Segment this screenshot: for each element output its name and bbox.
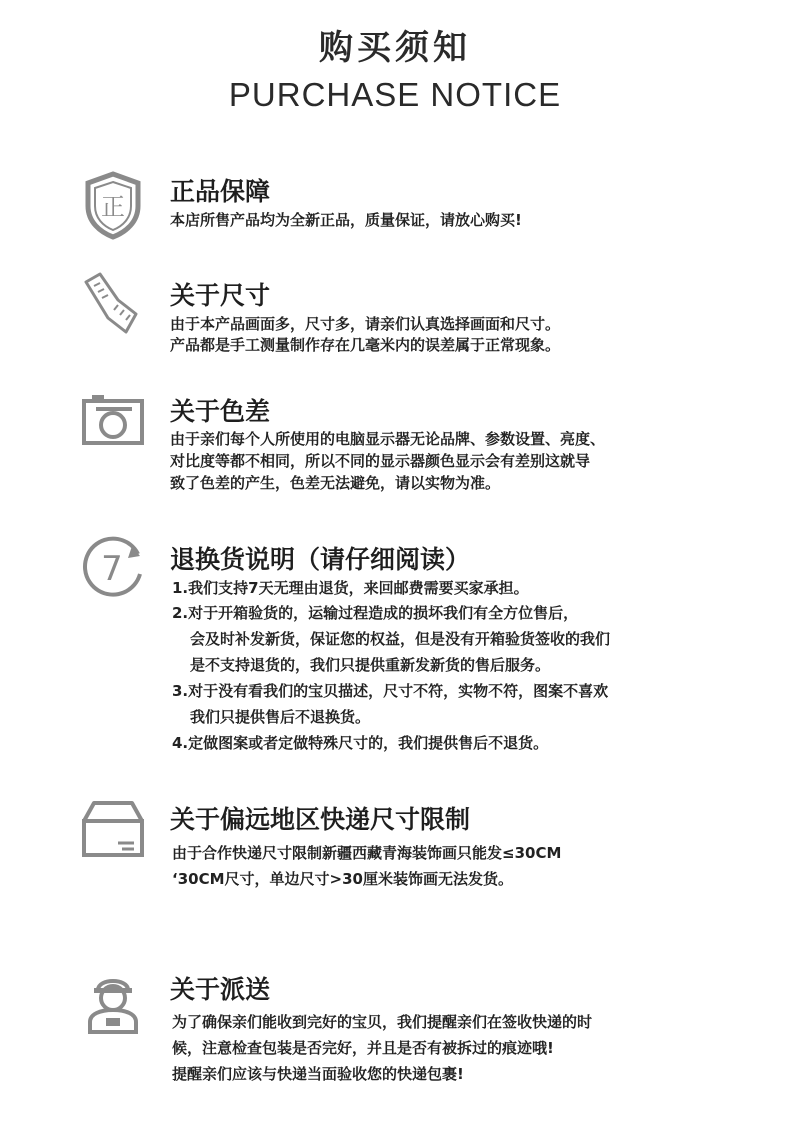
section-text: 会及时补发新货，保证您的权益，但是没有开箱验货签收的我们 — [190, 630, 611, 648]
section-text: 致了色差的产生，色差无法避免，请以实物为准。 — [170, 474, 501, 492]
section-text: 4.定做图案或者定做特殊尺寸的，我们提供售后不退货。 — [172, 734, 549, 752]
section-text: ‘30CM尺寸，单边尺寸>30厘米装饰画无法发货。 — [172, 870, 513, 888]
shield-zheng-icon — [78, 170, 148, 240]
section-text: 我们只提供售后不退换货。 — [190, 708, 371, 726]
section-text: 对比度等都不相同，所以不同的显示器颜色显示会有差别这就导 — [170, 452, 591, 470]
section-text: 1.我们支持7天无理由退货，来回邮费需要买家承担。 — [172, 579, 529, 597]
svg-text:正: 正 — [101, 193, 125, 221]
page-title-en: PURCHASE NOTICE — [228, 76, 562, 113]
courier-person-icon — [78, 968, 148, 1038]
section-title: 关于尺寸 — [170, 281, 271, 310]
package-box-icon — [78, 795, 148, 865]
section-title: 退换货说明（请仔细阅读） — [170, 545, 471, 574]
page-title-cn: 购买须知 — [319, 28, 471, 68]
section-title: 关于派送 — [170, 975, 271, 1004]
section-text: 为了确保亲们能收到完好的宝贝，我们提醒亲们在签收快递的时 — [172, 1013, 593, 1031]
svg-text:7: 7 — [101, 549, 123, 589]
section-text: 是不支持退货的，我们只提供重新发新货的售后服务。 — [190, 656, 551, 674]
section-text: 提醒亲们应该与快递当面验收您的快递包裹! — [172, 1065, 464, 1083]
section-title: 关于偏远地区快递尺寸限制 — [170, 805, 471, 834]
seven-day-return-icon — [78, 532, 148, 602]
section-text: 产品都是手工测量制作存在几毫米内的误差属于正常现象。 — [170, 336, 561, 354]
section-text: 本店所售产品均为全新正品，质量保证，请放心购买! — [170, 211, 522, 229]
section-text: 2.对于开箱验货的，运输过程造成的损坏我们有全方位售后， — [172, 604, 579, 622]
section-text: 候，注意检查包装是否完好，并且是否有被拆过的痕迹哦! — [172, 1039, 554, 1057]
section-text: 由于合作快递尺寸限制新疆西藏青海装饰画只能发≤30CM — [172, 844, 562, 862]
section-title: 关于色差 — [170, 397, 271, 426]
ruler-icon — [78, 270, 148, 340]
section-text: 由于本产品画面多，尺寸多，请亲们认真选择画面和尺寸。 — [170, 315, 561, 333]
section-text: 3.对于没有看我们的宝贝描述，尺寸不符，实物不符，图案不喜欢 — [172, 682, 609, 700]
section-text: 由于亲们每个人所使用的电脑显示器无论品牌、参数设置、亮度、 — [170, 430, 606, 448]
camera-icon — [78, 385, 148, 455]
section-title: 正品保障 — [170, 177, 271, 206]
